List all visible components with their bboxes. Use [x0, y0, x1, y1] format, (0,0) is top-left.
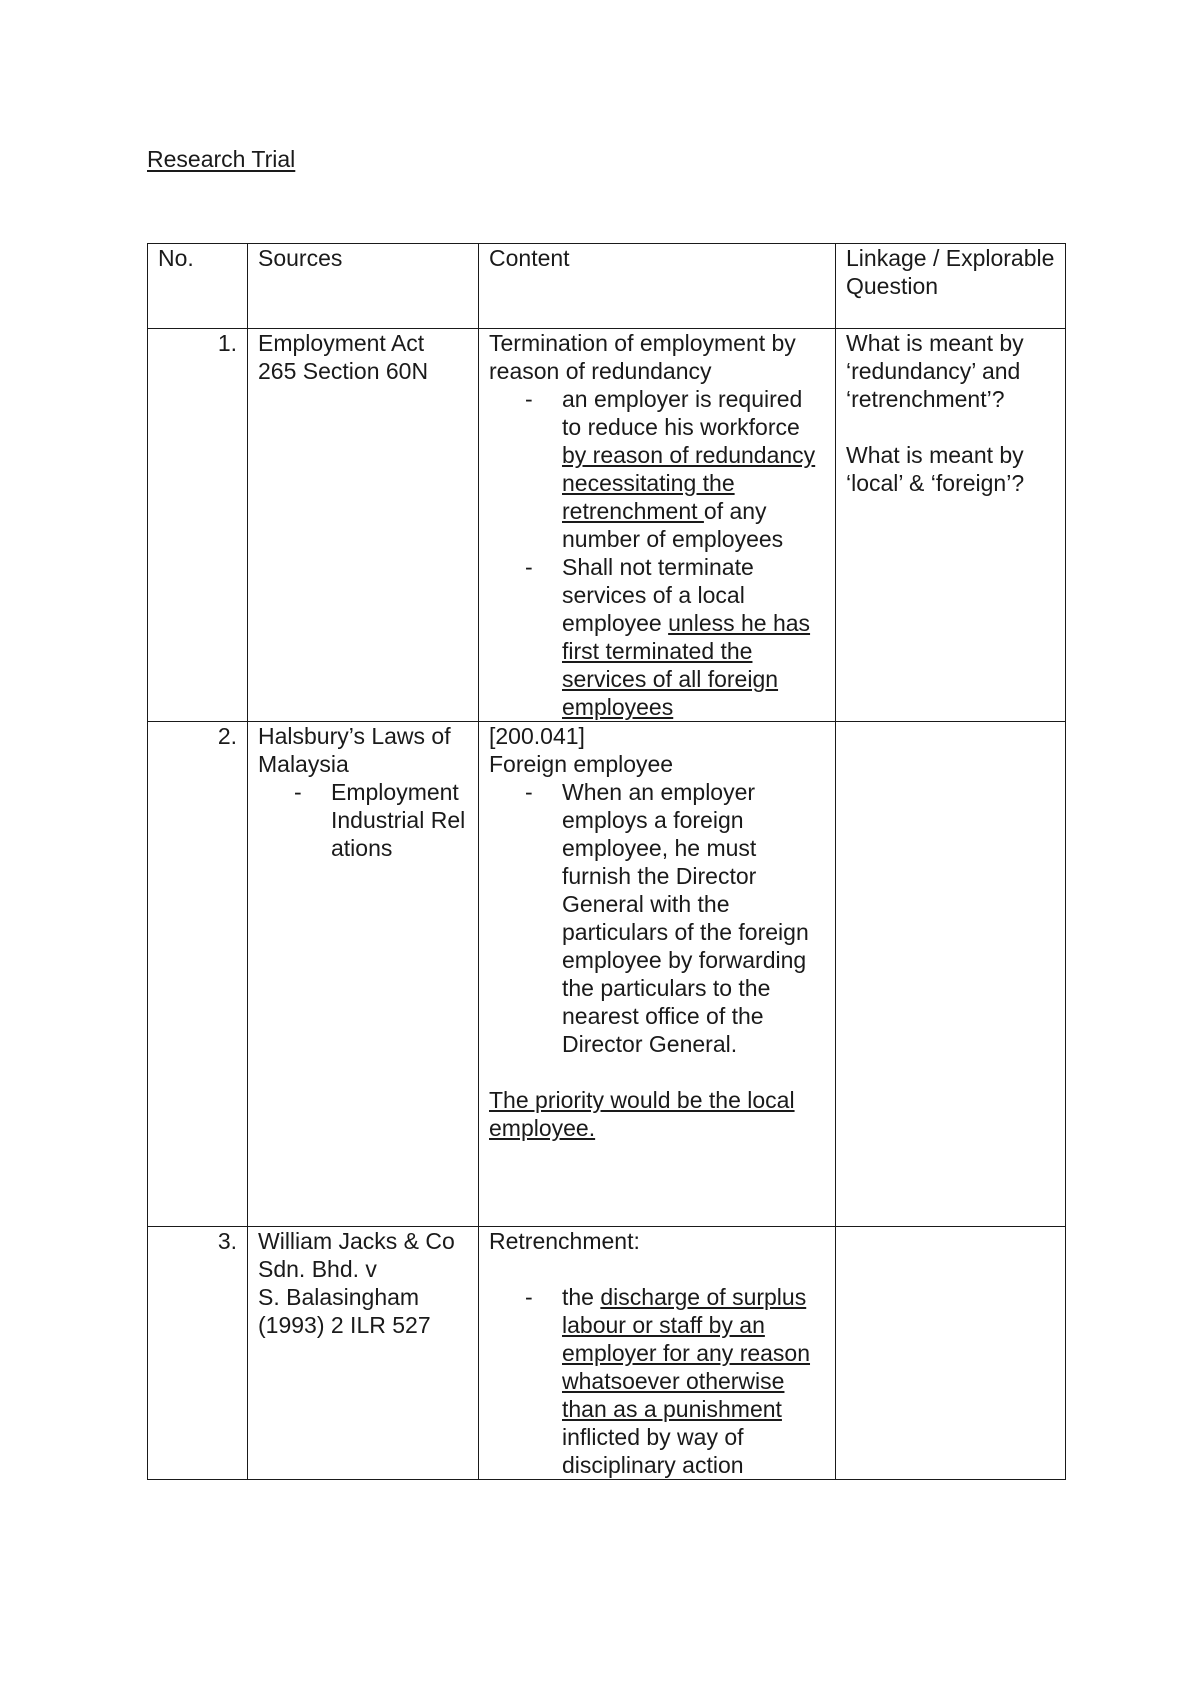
- bullet-text: Shall not terminate services of a local employee: [562, 554, 754, 636]
- list-item: [562, 385, 825, 553]
- header-no: No.: [148, 244, 248, 329]
- bullet-text: inflicted by way of disciplinary action: [562, 1424, 744, 1478]
- header-content: Content: [479, 244, 836, 329]
- content-bullets: [489, 1283, 825, 1479]
- linkage-question: What is meant by ‘local’ & ‘foreign’?: [846, 442, 1025, 496]
- bullet-text: of any number of employees: [562, 498, 784, 552]
- content-reference: [200.041]: [489, 723, 585, 749]
- bullet-text: the: [562, 1284, 601, 1310]
- content-note: The priority would be the local employee.: [489, 1087, 795, 1141]
- row-number: 1.: [148, 329, 248, 722]
- bullet-text: an employer is required to reduce his workforce: [562, 386, 803, 440]
- table-row: [148, 722, 1066, 1227]
- content-cell: [479, 722, 836, 1227]
- content-cell: [479, 329, 836, 722]
- document-title: Research Trial: [147, 146, 296, 172]
- row-number: 2.: [148, 722, 248, 1227]
- content-heading: Foreign employee: [489, 751, 674, 777]
- source-cell: [248, 1227, 479, 1480]
- bullet-underlined-text: discharge of surplus labour or staff by an employer for any reason whatsoever otherwise than as a punishment: [562, 1284, 811, 1422]
- list-item: [562, 1283, 825, 1479]
- content-bullets: [489, 385, 825, 721]
- source-line: S. Balasingham: [258, 1284, 420, 1310]
- list-item: - When an employer employs a foreign employee, he must furnish the Director General with the particulars of the foreign employee by forwarding the particulars to the nearest office of the Director General.: [562, 778, 825, 1058]
- source-title: Halsbury’s Laws of Malaysia: [258, 723, 451, 777]
- list-item: - Employment Industrial Relations: [331, 778, 468, 862]
- row-number: 3.: [148, 1227, 248, 1480]
- header-sources: Sources: [248, 244, 479, 329]
- linkage-cell: [836, 1227, 1066, 1480]
- linkage-question: What is meant by ‘redundancy’ and ‘retrenchment’?: [846, 330, 1024, 412]
- source-bullets: [258, 778, 468, 862]
- table-header-row: [148, 244, 1066, 329]
- bullet-underlined-text: by reason of redundancy necessitating the retrenchment: [562, 442, 816, 524]
- content-bullets: [489, 778, 825, 1058]
- linkage-cell: [836, 329, 1066, 722]
- content-intro: Termination of employment by reason of redundancy: [489, 330, 796, 384]
- header-linkage: Linkage / Explorable Question: [836, 244, 1066, 329]
- research-table: [147, 243, 1066, 1480]
- source-line: William Jacks & Co Sdn. Bhd. v: [258, 1228, 455, 1282]
- list-item: [562, 553, 825, 721]
- linkage-cell: [836, 722, 1066, 1227]
- source-cell: [248, 722, 479, 1227]
- source-line: (1993) 2 ILR 527: [258, 1312, 431, 1338]
- table-row: [148, 329, 1066, 722]
- bullet-underlined-text: unless he has first terminated the services of all foreign employees: [562, 610, 811, 720]
- table-row: [148, 1227, 1066, 1480]
- source-cell: Employment Act 265 Section 60N: [248, 329, 479, 722]
- content-cell: [479, 1227, 836, 1480]
- content-heading: Retrenchment:: [489, 1228, 640, 1254]
